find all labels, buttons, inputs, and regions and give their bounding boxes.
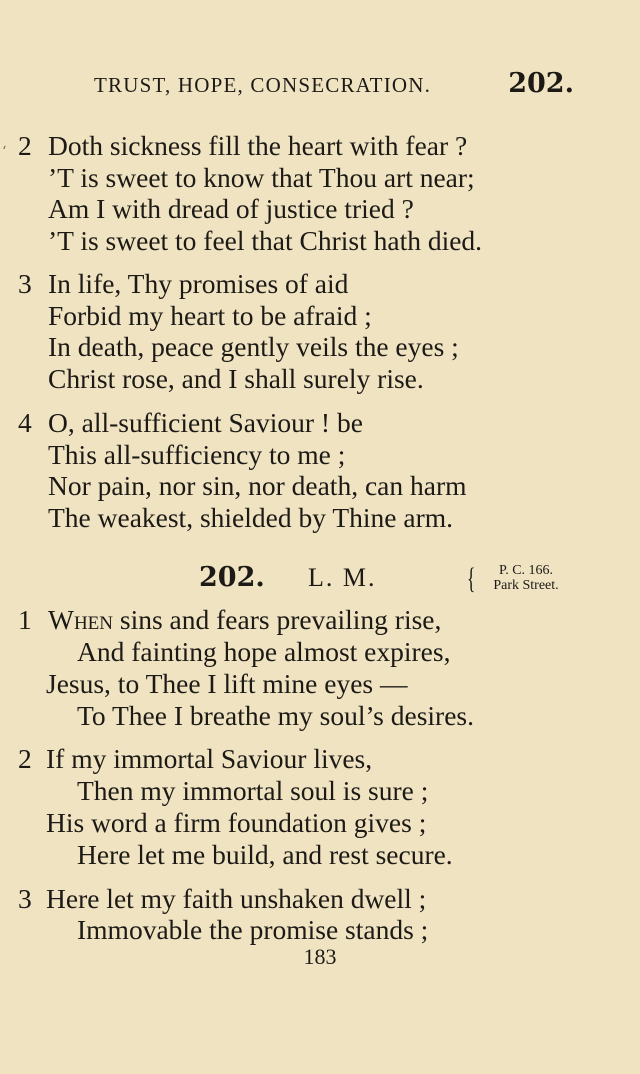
stanza-number: 2 [18,130,32,161]
stanza-number: 3 [18,268,32,299]
stanza-number: 2 [18,743,32,774]
tune-ref-line-2: Park Street. [493,578,559,593]
verse-line: In death, peace gently veils the eyes ; [48,331,459,362]
verse-line: Forbid my heart to be afraid ; [48,300,372,331]
verse-line: ’T is sweet to feel that Christ hath died. [48,225,483,256]
verse-line: O, all-sufficient Saviour ! be [48,407,363,438]
tune-ref-line-1: P. C. 166. [498,563,554,578]
verse-line: The weakest, shielded by Thine arm. [48,502,453,533]
verse-line: Nor pain, nor sin, nor death, can harm [48,470,467,501]
verse-line: Immovable the promise stands ; [77,914,429,945]
verse-line: This all-sufficiency to me ; [48,439,346,470]
running-title: TRUST, HOPE, CONSECRATION. [94,73,432,97]
verse-line-rest: sins and fears prevailing rise, [113,604,442,635]
margin-mark: ʻ [2,144,7,160]
verse-line: If my immortal Saviour lives, [46,743,373,774]
verse-line-first [48,604,441,635]
verse-line: ’T is sweet to know that Thou art near; [48,162,475,193]
verse-line: To Thee I breathe my soul’s desires. [77,700,474,731]
stanza-number: 4 [18,407,32,438]
stanza-number: 1 [18,604,32,635]
page-number: 183 [303,944,337,969]
first-word: When [48,604,114,635]
verse-line: Am I with dread of justice tried ? [48,193,414,224]
hymn-number: 202. [199,562,265,593]
tune-reference [478,563,574,593]
running-hymn-number: 202. [508,68,574,99]
verse-line: Here let my faith unshaken dwell ; [46,883,427,914]
running-head [94,68,574,104]
verse-line: Doth sickness fill the heart with fear ? [48,130,468,161]
verse-line: And fainting hope almost expires, [77,636,451,667]
verse-line: Jesus, to Thee I lift mine eyes — [46,668,408,699]
verse-line: Christ rose, and I shall surely rise. [48,363,424,394]
verse-line: Here let me build, and rest secure. [77,839,453,870]
hymn-meter: L. M. [308,563,377,592]
verse-line: Then my immortal soul is sure ; [77,775,429,806]
brace-icon: { [466,562,476,595]
verse-line: His word a firm foundation gives ; [46,807,427,838]
stanza-number: 3 [18,883,32,914]
hymn-heading [0,560,640,600]
verse-line: In life, Thy promises of aid [48,268,349,299]
